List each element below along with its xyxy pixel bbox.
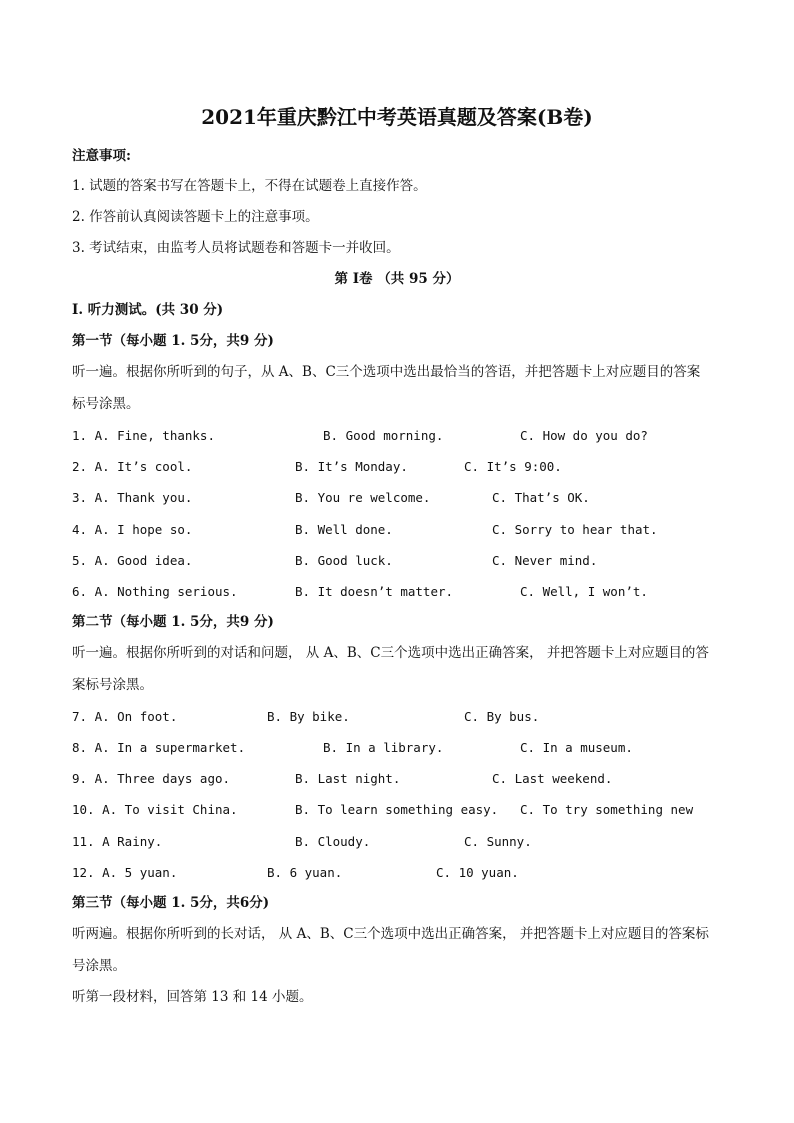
option-a: 10. A. To visit China. [72, 802, 238, 817]
option-b: B. Cloudy. [295, 834, 371, 849]
option-c: C. It’s 9:00. [464, 459, 562, 474]
option-c: C. That’s OK. [492, 490, 590, 505]
notice-item: 1. 试题的答案书写在答题卡上，不得在试题卷上直接作答。 [72, 178, 427, 194]
option-a: 5. A. Good idea. [72, 553, 193, 568]
option-a: 9. A. Three days ago. [72, 771, 231, 786]
option-c: C. Sorry to hear that. [492, 522, 658, 537]
question-row [0, 457, 794, 477]
option-b: B. It doesn’t matter. [295, 584, 454, 599]
option-b: B. It’s Monday. [295, 459, 408, 474]
question-row [0, 800, 794, 820]
option-a: 4. A. I hope so. [72, 522, 193, 537]
question-row [0, 551, 794, 571]
section2-heading: 第二节（每小题 1. 5分，共9 分) [72, 614, 274, 630]
option-c: C. 10 yuan. [436, 865, 519, 880]
option-c: C. By bus. [464, 709, 540, 724]
option-a: 7. A. On foot. [72, 709, 178, 724]
option-a: 2. A. It’s cool. [72, 459, 193, 474]
option-a: 1. A. Fine, thanks. [72, 428, 215, 443]
option-c: C. In a museum. [520, 740, 633, 755]
option-c: C. To try something new [520, 802, 694, 817]
option-b: B. To learn something easy. [295, 802, 499, 817]
option-a: 11. A Rainy. [72, 834, 163, 849]
question-row [0, 707, 794, 727]
option-c: C. Last weekend. [492, 771, 613, 786]
option-a: 8. A. In a supermarket. [72, 740, 246, 755]
volume-title: 第 I卷 （共 95 分） [334, 271, 460, 287]
option-a: 12. A. 5 yuan. [72, 865, 178, 880]
question-row [0, 488, 794, 508]
option-b: B. You re welcome. [295, 490, 431, 505]
part1-title: I. 听力测试。(共 30 分) [72, 302, 224, 318]
section3-instruction-cont: 号涂黑。 [72, 958, 126, 974]
notice-heading: 注意事项: [72, 148, 131, 164]
section2-instruction: 听一遍。根据你所听到的对话和问题， 从 A、B、C三个选项中选出正确答案， 并把答题卡上对应题目的答 [72, 645, 709, 661]
question-row [0, 832, 794, 852]
option-c: C. Well, I won’t. [520, 584, 648, 599]
option-b: B. 6 yuan. [267, 865, 343, 880]
option-b: B. Well done. [295, 522, 393, 537]
question-row [0, 769, 794, 789]
section1-instruction: 听一遍。根据你所听到的句子，从 A、B、C三个选项中选出最恰当的答语，并把答题卡上对应题目的答案 [72, 364, 701, 380]
section1-instruction-cont: 标号涂黑。 [72, 396, 140, 412]
option-b: B. Good morning. [323, 428, 444, 443]
question-row [0, 426, 794, 446]
question-row [0, 520, 794, 540]
option-c: C. Never mind. [492, 553, 598, 568]
option-b: B. Good luck. [295, 553, 393, 568]
option-b: B. Last night. [295, 771, 401, 786]
option-c: C. Sunny. [464, 834, 532, 849]
option-c: C. How do you do? [520, 428, 648, 443]
notice-item: 3. 考试结束，由监考人员将试题卷和答题卡一并收回。 [72, 240, 400, 256]
question-row [0, 863, 794, 883]
option-b: B. By bike. [267, 709, 350, 724]
section3-heading: 第三节（每小题 1. 5分，共6分) [72, 895, 270, 911]
option-a: 6. A. Nothing serious. [72, 584, 238, 599]
section3-note: 听第一段材料，回答第 13 和 14 小题。 [72, 989, 313, 1005]
section3-instruction: 听两遍。根据你所听到的长对话， 从 A、B、C三个选项中选出正确答案， 并把答题卡上对应题目的答案标 [72, 926, 709, 942]
question-row [0, 582, 794, 602]
option-a: 3. A. Thank you. [72, 490, 193, 505]
section2-instruction-cont: 案标号涂黑。 [72, 677, 153, 693]
section1-heading: 第一节（每小题 1. 5分，共9 分) [72, 333, 274, 349]
option-b: B. In a library. [323, 740, 444, 755]
notice-item: 2. 作答前认真阅读答题卡上的注意事项。 [72, 209, 319, 225]
question-row [0, 738, 794, 758]
document-title: 2021年重庆黔江中考英语真题及答案(B卷) [201, 105, 593, 129]
